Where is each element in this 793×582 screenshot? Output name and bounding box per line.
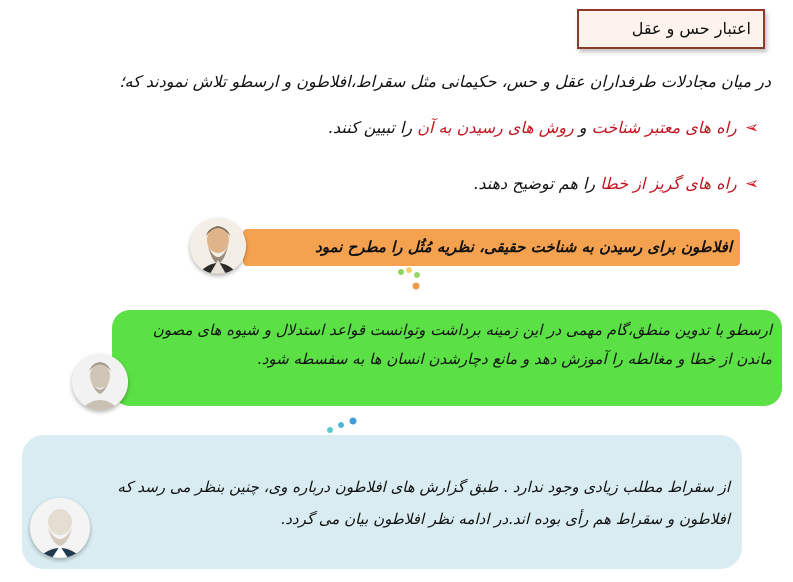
connector-dots (396, 262, 436, 296)
bullet-item-1 (199, 118, 759, 138)
slide-title (577, 9, 765, 49)
socrates-box: از سقراط مطلب زیادی وجود ندارد . طبق گزارش های افلاطون درباره وی، چنین بنظر می رسد که افلاطون و سقراط هم رأی بوده اند.در ادامه نظر افلاطون بیان می گردد. (22, 435, 742, 569)
bullet2-text-b: را هم توضیح دهند. (473, 174, 601, 193)
arrow-bullet-icon: ➢ (744, 174, 759, 194)
bullet-item-2 (199, 174, 759, 194)
aristotle-box: ارسطو با تدوین منطق،گام مهمی در این زمینه برداشت وتوانست قواعد استدلال و شیوه های مصون ماندن از خطا و مغالطه را آموزش دهد و مانع دچارشدن انسان ها به سفسطه شود. (112, 310, 782, 406)
bullet1-highlight-a: راه های معتبر شناخت (591, 118, 737, 137)
bullet1-highlight-c: روش های رسیدن به آن (417, 118, 574, 137)
plato-portrait (190, 218, 246, 274)
plato-box: افلاطون برای رسیدن به شناخت حقیقی، نظریه مُثُل را مطرح نمود (243, 229, 740, 266)
bullet2-highlight-a: راه های گریز از خطا (600, 174, 737, 193)
bullet1-text-d: را تبیین کنند. (327, 118, 418, 137)
slide-title-text: اعتبار حس و عقل (631, 19, 751, 38)
socrates-portrait (30, 498, 90, 558)
intro-text: در میان مجادلات طرفداران عقل و حس، حکیمانی مثل سقراط،افلاطون و ارسطو تلاش نمودند که؛ (119, 72, 771, 91)
bullet1-text-b: و (573, 118, 592, 137)
arrow-bullet-icon: ➢ (744, 118, 759, 138)
aristotle-portrait (72, 354, 128, 410)
